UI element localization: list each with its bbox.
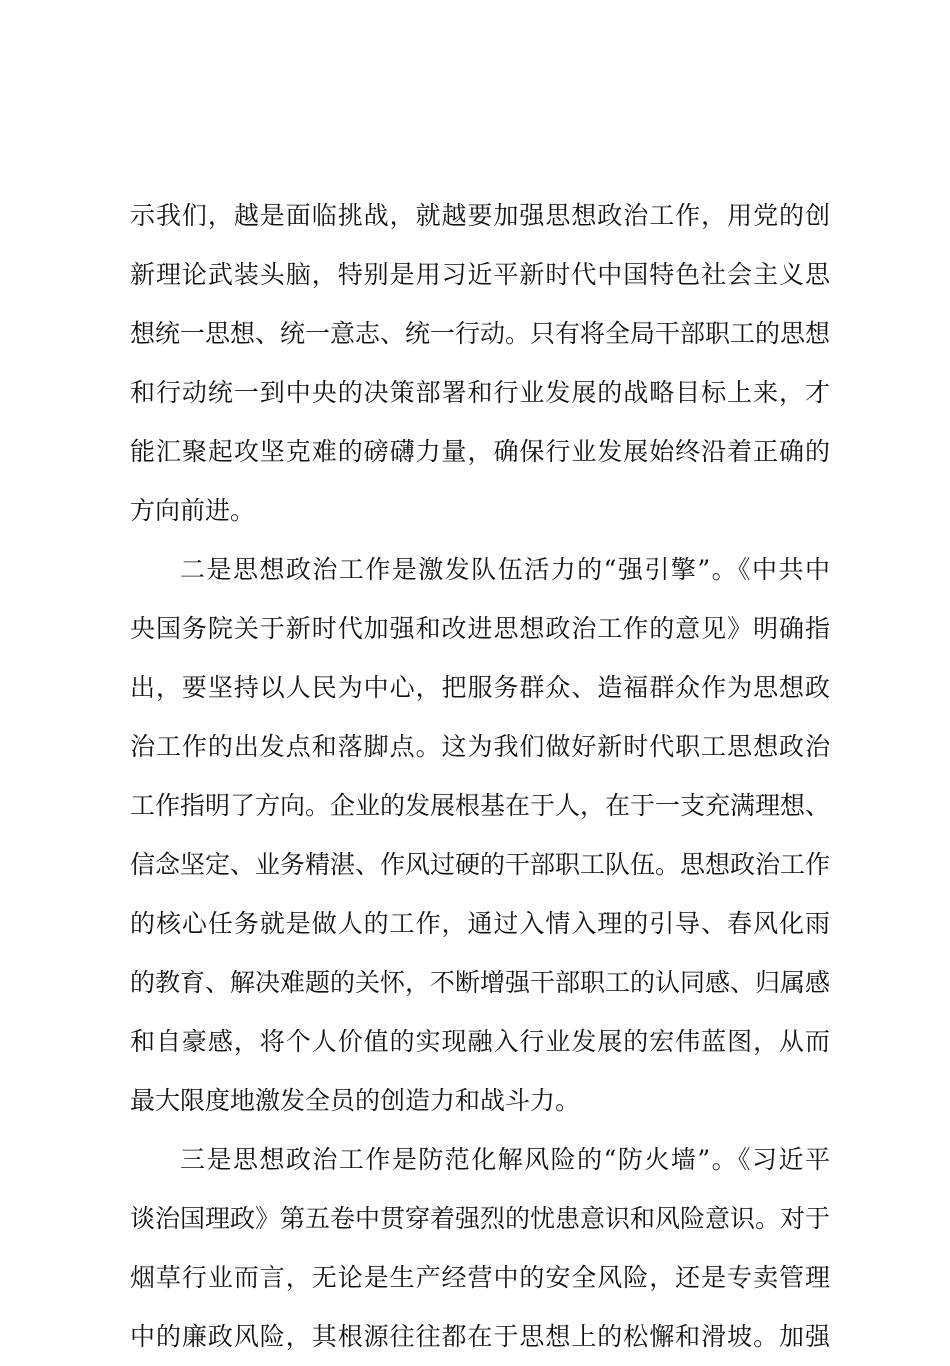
text-line: 最大限度地激发全员的创造力和战斗力。 (130, 1086, 581, 1115)
paragraph-first-line: 三是思想政治工作是防范化解风险的“防火墙”。《习近平 (180, 1145, 830, 1174)
text-line: 谈治国理政》第五卷中贯穿着强烈的忧患意识和风险意识。对于 (130, 1204, 830, 1233)
text-line: 信念坚定、业务精湛、作风过硬的干部职工队伍。思想政治工作 (130, 850, 830, 879)
text-line: 央国务院关于新时代加强和改进思想政治工作的意见》明确指 (130, 614, 830, 643)
text-line: 烟草行业而言，无论是生产经营中的安全风险，还是专卖管理 (130, 1263, 830, 1292)
text-line: 治工作的出发点和落脚点。这为我们做好新时代职工思想政治 (130, 732, 830, 761)
text-line: 和自豪感，将个人价值的实现融入行业发展的宏伟蓝图，从而 (130, 1027, 830, 1056)
text-line: 的教育、解决难题的关怀，不断增强干部职工的认同感、归属感 (130, 968, 830, 997)
text-line: 工作指明了方向。企业的发展根基在于人，在于一支充满理想、 (130, 791, 830, 820)
text-line: 示我们，越是面临挑战，就越要加强思想政治工作，用党的创 (130, 201, 830, 230)
text-line: 出，要坚持以人民为中心，把服务群众、造福群众作为思想政 (130, 673, 830, 702)
text-line: 想统一思想、统一意志、统一行动。只有将全局干部职工的思想 (130, 319, 830, 348)
text-line: 能汇聚起攻坚克难的磅礴力量，确保行业发展始终沿着正确的 (130, 437, 830, 466)
text-line: 中的廉政风险，其根源往往都在于思想上的松懈和滑坡。加强 (130, 1322, 830, 1351)
text-line: 方向前进。 (130, 496, 256, 525)
text-line: 的核心任务就是做人的工作，通过入情入理的引导、春风化雨 (130, 909, 830, 938)
paragraph-first-line: 二是思想政治工作是激发队伍活力的“强引擎”。《中共中 (180, 555, 830, 584)
document-body (130, 186, 830, 1366)
text-line: 新理论武装头脑，特别是用习近平新时代中国特色社会主义思 (130, 260, 830, 289)
text-line: 和行动统一到中央的决策部署和行业发展的战略目标上来，才 (130, 378, 830, 407)
